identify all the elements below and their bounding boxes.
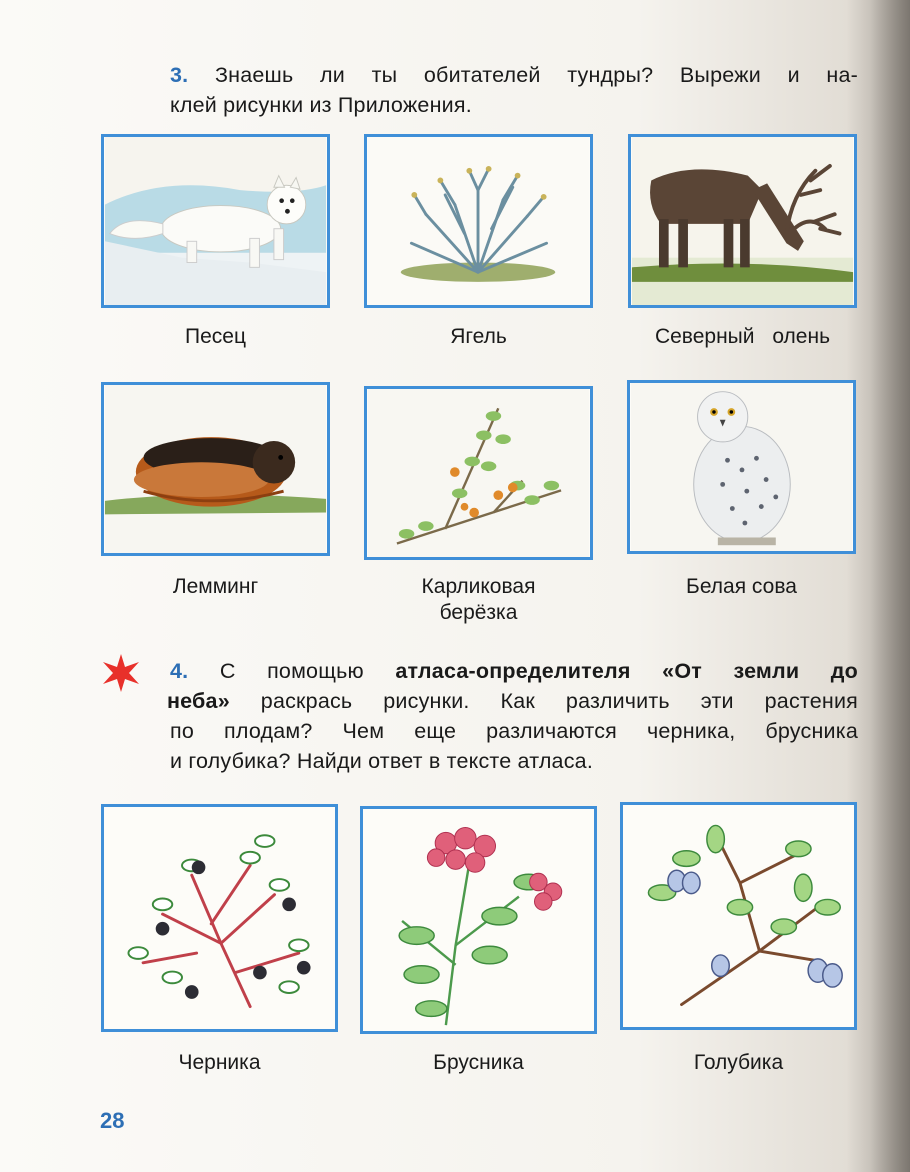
- reindeer-picture-frame: [628, 134, 857, 308]
- task-4-line-2-rest: раскрась рисунки. Как различить эти растения: [260, 689, 858, 713]
- task-4-text: [167, 656, 858, 776]
- reindeer-moss-illustration: [367, 137, 590, 305]
- lingonberry-illustration: [363, 809, 594, 1031]
- caption-dwarf-birch: [364, 574, 593, 626]
- caption-snowy-owl: Белая сова: [686, 575, 797, 598]
- lemming-illustration: [104, 385, 327, 553]
- reindeer-moss-picture-frame: [364, 134, 593, 308]
- reindeer-illustration: [631, 137, 854, 305]
- task-3-text: [170, 60, 858, 120]
- caption-arctic-fox: Песец: [185, 325, 246, 348]
- caption-reindeer: Северный олень: [654, 325, 831, 348]
- caption-reindeer-moss: Ягель: [450, 325, 507, 348]
- blueberry-illustration: [104, 807, 335, 1029]
- lemming-picture-frame: [101, 382, 330, 556]
- arctic-fox-illustration: [104, 137, 327, 305]
- task-4-line-1-bold: атласа-определителя «От земли до: [395, 659, 858, 683]
- task-4-line-2-bold: неба»: [167, 689, 230, 713]
- task-4-line-1-a: С помощью: [219, 659, 364, 683]
- caption-lingonberry: Брусника: [433, 1051, 524, 1074]
- page-number: 28: [100, 1108, 125, 1133]
- bog-bilberry-picture-frame: [620, 802, 857, 1030]
- arctic-fox-picture-frame: [101, 134, 330, 308]
- snowy-owl-picture-frame: [627, 380, 856, 554]
- caption-lemming: Лемминг: [172, 575, 259, 598]
- dwarf-birch-illustration: [367, 389, 590, 557]
- page-edge-shadow: [870, 0, 910, 1172]
- caption-dwarf-birch-line-1: Карликовая: [421, 575, 536, 598]
- task-3-line-1: Знаешь ли ты обитателей тундры? Вырежи и на-: [214, 63, 858, 87]
- task-3-line-2: клей рисунки из Приложения.: [170, 93, 472, 117]
- snowy-owl-illustration: [630, 383, 853, 551]
- task-3-number: 3.: [170, 63, 189, 87]
- caption-dwarf-birch-line-2: берёзка: [439, 601, 518, 624]
- lingonberry-picture-frame: [360, 806, 597, 1034]
- blueberry-picture-frame: [101, 804, 338, 1032]
- caption-bog-bilberry: Голубика: [693, 1051, 784, 1074]
- red-star-icon: [100, 652, 142, 694]
- bog-bilberry-illustration: [623, 805, 854, 1027]
- task-4-line-3: по плодам? Чем еще различаются черника, брусника: [170, 719, 858, 743]
- task-4-number: 4.: [170, 659, 189, 683]
- caption-blueberry: Черника: [178, 1051, 261, 1074]
- dwarf-birch-picture-frame: [364, 386, 593, 560]
- task-4-line-4: и голубика? Найди ответ в тексте атласа.: [170, 749, 593, 773]
